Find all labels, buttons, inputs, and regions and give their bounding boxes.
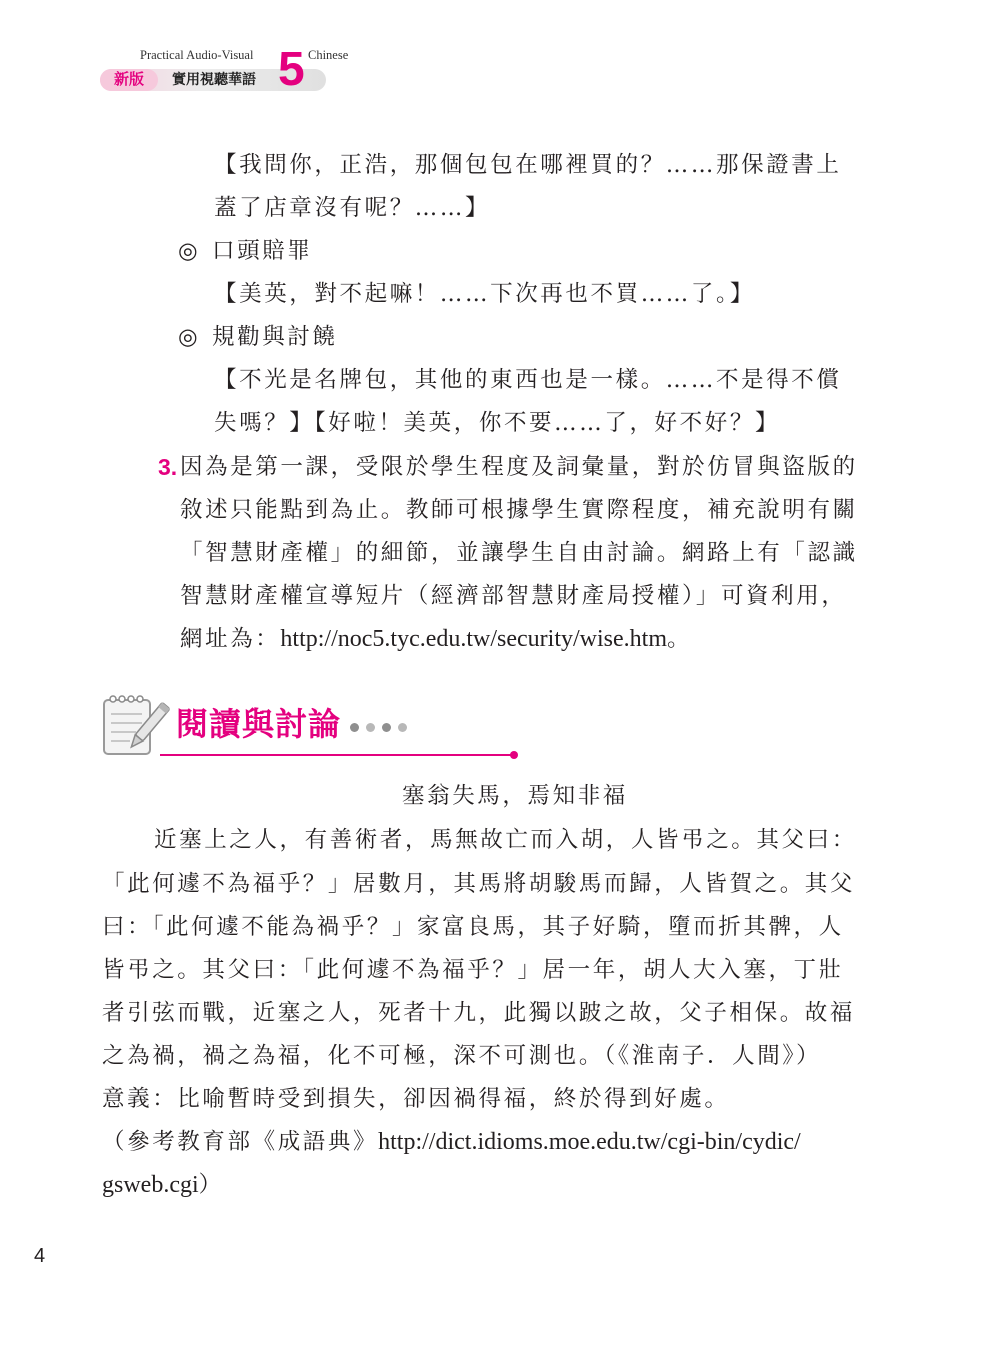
series-title-en-left: Practical Audio-Visual (140, 48, 254, 62)
dialogue-quote-line: 【我問你，正浩，那個包包在哪裡買的？……那保證書上 (214, 152, 842, 178)
note-line: 因為是第一課，受限於學生程度及詞彙量，對於仿冒與盜版的 (180, 454, 858, 480)
reading-line: 近塞上之人，有善術者，馬無故亡而入胡，人皆弔之。其父曰： (154, 827, 857, 853)
reading-line: 「此何遽不為福乎？」居數月，其馬將胡駿馬而歸，人皆賀之。其父 (102, 871, 856, 897)
edition-badge: 新版 (100, 69, 158, 91)
resource-url[interactable]: http://noc5.tyc.edu.tw/security/wise.htm (280, 626, 668, 652)
volume-number: 5 (278, 43, 305, 96)
underline-end-dot (510, 751, 518, 759)
url-suffix: 。 (667, 626, 693, 652)
reference-suffix: ） (198, 1172, 224, 1198)
dialogue-quote-line: 【不光是名牌包，其他的東西也是一樣。……不是得不償 (214, 367, 842, 393)
series-title-zh: 實用視聽華語 (172, 72, 256, 88)
reading-line: 皆弔之。其父曰：「此何遽不為福乎？」居一年，胡人大入塞，丁壯 (102, 957, 844, 983)
dot-icon (350, 723, 359, 732)
dialogue-quote-line: 【美英，對不起嘛！……下次再也不買……了。】 (214, 281, 755, 307)
reading-reference (102, 1127, 801, 1157)
reading-reference-cont (102, 1170, 224, 1200)
reference-url-cont[interactable]: gsweb.cgi (102, 1172, 199, 1198)
dot-icon (398, 723, 407, 732)
list-item-advice (178, 322, 338, 352)
reading-meaning: 意義：比喻暫時受到損失，卻因禍得福，終於得到好處。 (102, 1086, 730, 1112)
notepad-pencil-icon (100, 690, 170, 760)
dot-icon (382, 723, 391, 732)
dot-icon (366, 723, 375, 732)
note-line: 敘述只能點到為止。教師可根據學生實際程度，補充說明有關 (180, 497, 858, 523)
section-title: 閱讀與討論 (176, 705, 342, 743)
running-header (100, 43, 360, 96)
list-item-label: 口頭賠罪 (212, 238, 313, 264)
reference-url[interactable]: http://dict.idioms.moe.edu.tw/cgi-bin/cydic/ (378, 1129, 801, 1155)
url-prefix: 網址為： (180, 626, 281, 652)
double-circle-bullet-icon: ◎ (178, 324, 198, 350)
note-line: 「智慧財產權」的細節，並讓學生自由討論。網路上有「認識 (180, 540, 858, 566)
reference-prefix: （參考教育部《成語典》 (102, 1129, 379, 1155)
reading-line: 者引弦而戰，近塞之人，死者十九，此獨以跛之故，父子相保。故福 (102, 1000, 856, 1026)
reading-line: 之為禍，禍之為福，化不可極，深不可測也。（《淮南子．人間》） (102, 1043, 822, 1069)
series-title-en-right: Chinese (308, 48, 349, 62)
list-item-apology (178, 236, 312, 266)
section-underline (160, 754, 514, 756)
section-header (100, 690, 530, 770)
note-url-line (180, 624, 692, 654)
reading-title: 塞翁失馬，焉知非福 (402, 783, 628, 809)
dialogue-quote-line: 失嗎？】【好啦！美英，你不要……了，好不好？】 (214, 410, 781, 436)
reading-line: 曰：「此何遽不能為禍乎？」家富良馬，其子好騎，墮而折其髀，人 (102, 914, 844, 940)
list-item-label: 規勸與討饒 (212, 324, 338, 350)
note-number: 3. (158, 454, 178, 480)
note-line: 智慧財產權宣導短片（經濟部智慧財產局授權）」可資利用， (180, 583, 847, 609)
dialogue-quote-line: 蓋了店章沒有呢？……】 (214, 195, 491, 221)
double-circle-bullet-icon: ◎ (178, 238, 198, 264)
page-number: 4 (34, 1245, 46, 1267)
